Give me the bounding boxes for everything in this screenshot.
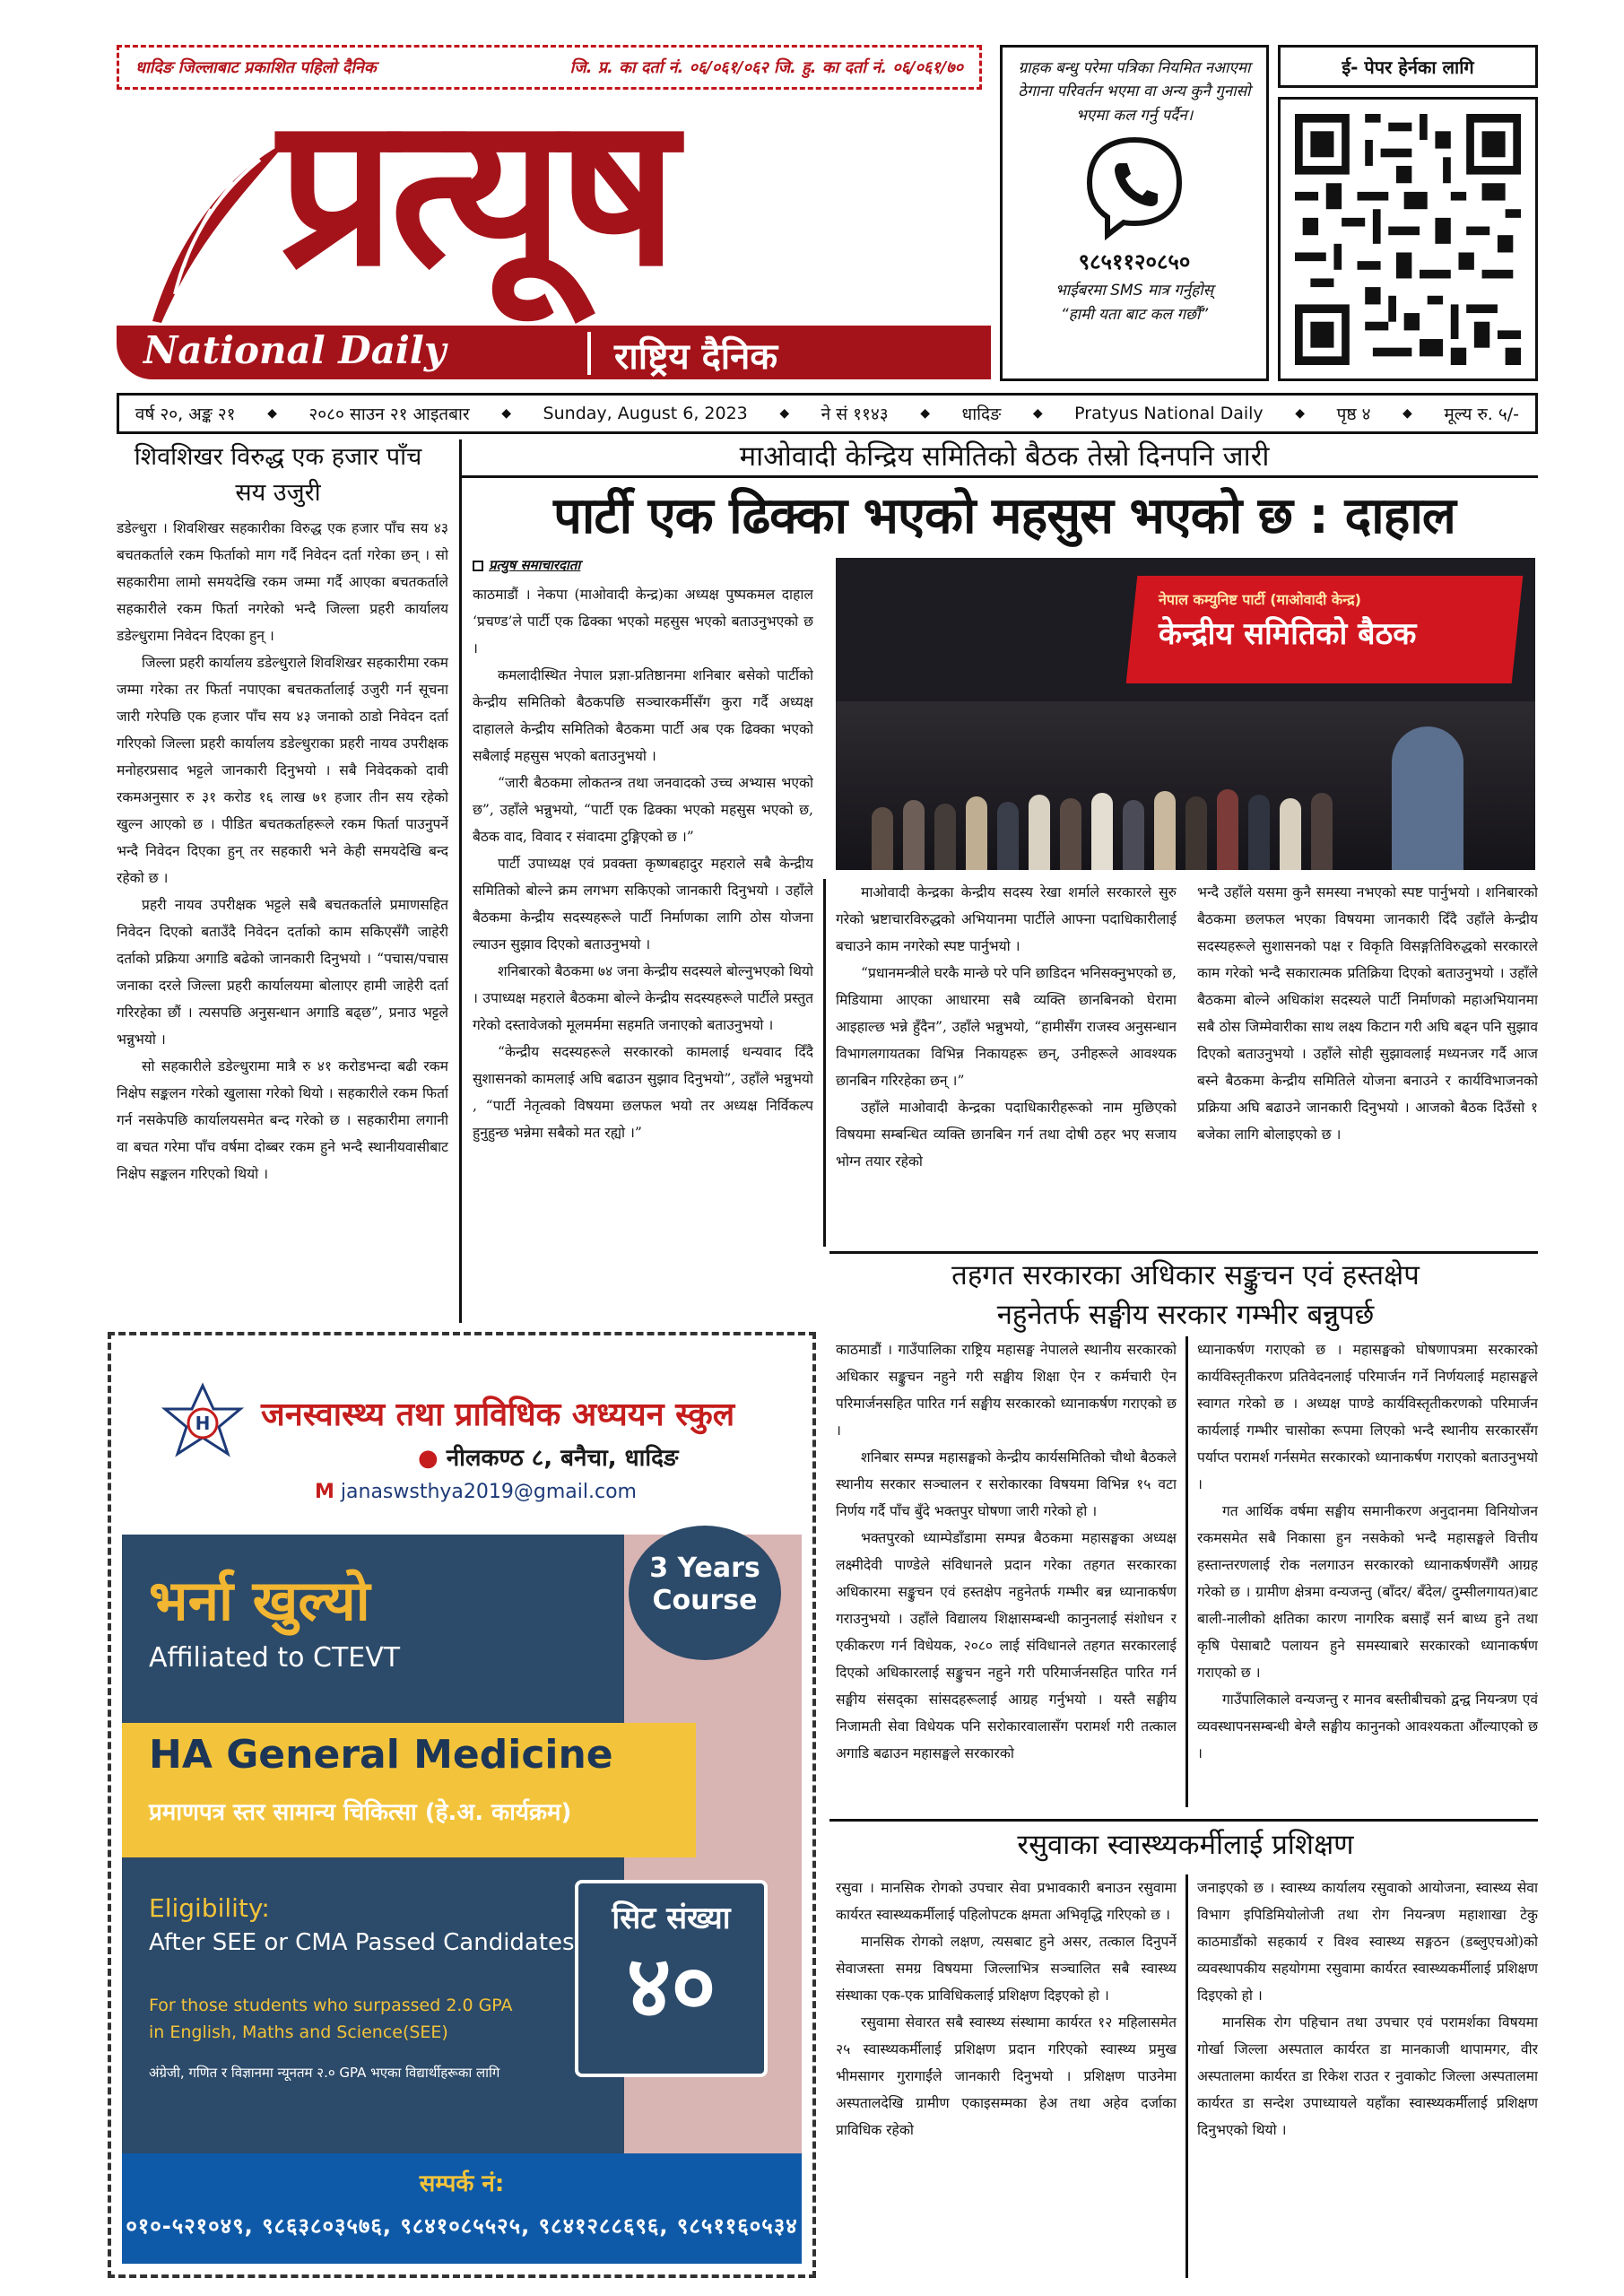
main-story-headline: पार्टी एक ढिक्का भएको महसुस भएको छ : दाहाल (553, 487, 1455, 545)
issue-place: धादिङ (961, 404, 1002, 424)
paragraph: सो सहकारीले डडेल्धुरामा मात्रै रु ४१ करोडभन्दा बढी रकम निक्षेप सङ्कलन गरेको खुलासा गरेको थियो । सहकारीले रकम फिर्ता गर्न नसकेपछि कार्यालयसमेत बन्द गरेको छ । सहकारीमा लगानी वा बचत गरेमा पाँच वर्षमा दोब्बर रकम हुने भन्दै स्थानीयवासीबाट निक्षेप सङ्कलन गरिएको थियो । (117, 1058, 448, 1182)
photo-person (1091, 793, 1113, 870)
paragraph: डडेल्धुरा । शिवशिखर सहकारीका विरुद्ध एक हजार पाँच सय ४३ बचतकर्ताले रकम फिर्ताको माग गर्दै निवेदन दर्ता गरेका छन् । सो सहकारीमा लामो समयदेखि रकम जम्मा गर्दै आएका बचतकर्ताले सहकारीले रकम फिर्ता नगरेको भन्दै जिल्ला प्रहरी कार्यालय डडेल्धुरामा निवेदन दिएका हुन् । (117, 520, 448, 644)
issue-date-en: Sunday, August 6, 2023 (543, 404, 748, 423)
paragraph: भन्दै उहाँले यसमा कुनै समस्या नभएको स्पष्ट पार्नुभयो । शनिबारको बैठकमा छलफल भएका विषयमा जानकारी दिँदै उहाँले केन्द्रीय सदस्यहरूले सुशासनको पक्ष र विकृति विसङ्गतिविरुद्धको सरकारले काम गरेको भन्दै सकारात्मक प्रतिक्रिया दिएको बताउनुभयो । उहाँले बैठकमा बोल्ने अधिकांश सदस्यले पार्टी निर्माणको महाअभियानमा सबै ठोस जिम्मेवारीका साथ लक्ष्य किटान गरी अघि बढ्न पनि सुझाव दिएको बताउनुभयो । उहाँले सोही सुझावलाई मध्यनजर गर्दै आज बस्ने बैठकमा केन्द्रीय समितिले योजना बनाउने र कार्यविभाजनको प्रक्रिया अघि बढाउने जानकारी दिनुभयो । आजको बैठक दिउँसो १ बजेका लागि बोलाइएको छ । (1197, 884, 1538, 1143)
paragraph: “प्रधानमन्त्रीले घरकै मान्छे परे पनि छाडिदन भनिसक्नुभएको छ, मिडियामा आएका आधारमा सबै व्यक्ति छानबिनको घेरामा आइहाल्छ भन्ने हुँदैन”, उहाँले भन्नुभयो, “हामीसँग राजस्व अनुसन्धान विभागलगायतका विभिन्न निकायहरू छन्, उनीहरूले आवश्यक छानबिन गरिरहेका छन् ।” (836, 965, 1177, 1089)
ad-email[interactable] (315, 1481, 637, 1503)
second-story-col2 (1197, 1336, 1538, 1812)
paragraph: रसुवामा सेवारत सबै स्वास्थ्य संस्थामा कार्यरत १२ महिलासमेत २५ स्वास्थ्यकर्मीलाई प्रशिक्षण प्रदान गरिएको स्वास्थ्य प्रमुख भीमसागर गुरागाईंले जानकारी दिनुभयो । प्रशिक्षण पाउनेमा अस्पतालदेखि ग्रामीण एकाइसम्मका हेअ तथा अहेव दर्जाका प्राविधिक रहेको (836, 2014, 1177, 2138)
main-story-col1 (473, 581, 813, 1318)
paragraph: काठमाडौं । गाउँपालिका राष्ट्रिय महासङ्घ नेपालले स्थानीय सरकारको अधिकार सङ्कुचन नहुने गरी सङ्घीय शिक्षा ऐन र कर्मचारी ऐन परिमार्जनसहित पारित गर्न सङ्घीय सरकारको ध्यानाकर्षण गराएको छ । (836, 1342, 1177, 1439)
photo-person (997, 802, 1019, 870)
separator: ◆ (501, 406, 511, 421)
ad-affiliation: Affiliated to CTEVT (149, 1642, 401, 1674)
paragraph: ध्यानाकर्षण गराएको छ । महासङ्घको घोषणापत्रमा सरकारको कार्यविस्तृतीकरण प्रतिवेदनलाई परिमार्जन गर्ने निर्णयलाई महासङ्घले स्वागत गरेको छ । अध्यक्ष पाण्डे कार्यविस्तृतीकरणको परिमार्जन कार्यलाई गम्भीर चासोका रूपमा लिएको भन्दै स्थानीय सरकारसँग पर्याप्त परामर्श गर्नसमेत सरकारको ध्यानाकर्षण गराएको बताउनुभयो । (1197, 1342, 1538, 1492)
photo-person (1311, 793, 1333, 870)
ad-blue-panel (122, 1535, 624, 2243)
nepal-star-emblem-icon (158, 1382, 248, 1481)
sms-notice-box (1000, 45, 1269, 381)
paragraph: मानसिक रोग पहिचान तथा उपचार एवं परामर्शका विषयमा गोर्खा जिल्ला अस्पताल कार्यरत डा मानकाजी थापामगर, वीर अस्पतालमा कार्यरत डा रिकेश राउत र नुवाकोट जिल्ला अस्पतालमा कार्यरत डा सन्देश उपाध्यायले यहाँका स्वास्थ्यकर्मीलाई प्रशिक्षण दिनुभएको थियो । (1197, 2014, 1538, 2138)
photo-person (1154, 791, 1176, 870)
sms-quote: “हामी यता बाट कल गर्छौं” (1060, 305, 1209, 324)
section-rule (829, 1819, 1538, 1822)
paragraph: शनिबार सम्पन्न महासङ्घको केन्द्रीय कार्यसमितिको चौथो बैठकले स्थानीय सरकार सञ्चालन र सरोकारका विषयमा विभिन्न १५ वटा निर्णय गर्दै पाँच बुँदे भक्तपुर घोषणा जारी गरेको हो । (836, 1449, 1177, 1519)
ad-gpa-note: For those students who surpassed 2.0 GPA in English, Maths and Science(SEE) (149, 1996, 513, 2042)
main-story-col3 (1197, 879, 1538, 1248)
ad-gpa-note-np: अंग्रेजी, गणित र विज्ञानमा न्यूनतम २.० GPA भएका विद्यार्थीहरूका लागि (149, 2065, 500, 2081)
paragraph: जनाइएको छ । स्वास्थ्य कार्यालय रसुवाको आयोजना, स्वास्थ्य सेवा विभाग इपिडिमियोलोजी तथा रोग नियन्त्रण महाशाखा टेकु काठमाडौंको सहकार्य र विश्व स्वास्थ्य सङ्गठन (डब्लुएचओ)को व्यवस्थापकीय सहयोगमा रसुवामा कार्यरत स्वास्थ्यकर्मीलाई प्रशिक्षण दिइएको हो । (1197, 1880, 1538, 2004)
ad-years-line2: Course (652, 1585, 758, 1616)
paragraph: उहाँले माओवादी केन्द्रका पदाधिकारीहरूको नाम मुछिएको विषयमा सम्बन्धित व्यक्ति छानबिन गर्न तथा दोषी ठहर भए सजाय भोग्न तयार रहेको (836, 1100, 1177, 1170)
main-story-byline (473, 556, 580, 574)
issue-volume: वर्ष २०, अङ्क २१ (135, 404, 236, 424)
photo-banner-subtitle: नेपाल कम्युनिष्ट पार्टी (माओवादी केन्द्र) (1159, 591, 1361, 608)
paragraph: “जारी बैठकमा लोकतन्त्र तथा जनवादको उच्च अभ्यास भएको छ”, उहाँले भन्नुभयो, “पार्टी एक ढिक्का भएको महसुस भएको छ, बैठक वाद, विवाद र संवादमा टुङ्गिएको छ ।” (473, 775, 813, 845)
paragraph: भक्तपुरको ध्याम्पेडाँडामा सम्पन्न बैठकमा महासङ्घका अध्यक्ष लक्ष्मीदेवी पाण्डेले संविधानले प्रदान गरेका तहगत सरकारका अधिकारमा सङ्कुचन एवं हस्तक्षेप नहुनेतर्फ गम्भीर बन्न ध्यानाकर्षण गराउनुभयो । उहाँले विद्यालय शिक्षासम्बन्धी कानुनलाई संशोधन र एकीकरण गर्न विधेयक, २०८० लाई संविधानले तहगत सरकारलाई दिएको अधिकारलाई सङ्कुचन नहुने गरी परिमार्जनसहित पारित गर्न सङ्घीय संसद्का सांसदहरूलाई आग्रह गर्नुभयो । यस्तै सङ्घीय निजामती सेवा विधेयक पनि सरोकारवालासँग परामर्श गरी तत्काल अगाडि बढाउन महासङ्घले सरकारको (836, 1530, 1177, 1761)
photo-person (966, 796, 987, 870)
ad-logo-letter: H (195, 1413, 211, 1434)
main-story-photo (836, 558, 1535, 870)
sms-instruction: भाईबरमा SMS मात्र गर्नुहोस् (1055, 282, 1214, 300)
paragraph: प्रहरी नायव उपरीक्षक भट्टले सबै बचतकर्ताले प्रमाणसहित निवेदन दिएको बताउँदै निवेदन दर्ताको काम सकिएसँगै जाहेरी दर्ताको प्रक्रिया अगाडि बढेको जानकारी दिनुभयो । “पचास/पचास जनाका दरले जिल्ला प्रहरी कार्यालयमा बोलाएर हामी जाहेरी दर्ता गरिरहेका छौं । त्यसपछि अनुसन्धान अगाडि बढ्छ”, प्रनाउ भट्टले भन्नुभयो । (117, 897, 448, 1048)
photo-person (1185, 796, 1207, 870)
paragraph: माओवादी केन्द्रका केन्द्रीय सदस्य रेखा शर्माले सरकारले सुरु गरेको भ्रष्टाचारविरुद्धको अभियानमा पार्टीले आफ्ना पदाधिकारीलाई बचाउने काम नगरेको स्पष्ट पार्नुभयो । (836, 884, 1177, 954)
issue-price: मूल्य रु. ५/- (1444, 404, 1520, 424)
column-rule (459, 439, 462, 1323)
ad-eligibility-title: Eligibility: (149, 1893, 270, 1923)
location-pin-icon: ● (418, 1445, 439, 1472)
viber-phone-icon (1081, 133, 1188, 240)
paragraph: पार्टी उपाध्यक्ष एवं प्रवक्ता कृष्णबहादुर महराले सबै केन्द्रीय समितिको बोल्ने क्रम लगभग सकिएको जानकारी दिनुभयो । उहाँले बैठकमा केन्द्रीय सदस्यहरूले पार्टी निर्माणका लागि ठोस योजना ल्याउन सुझाव दिएको बताउनुभयो । (473, 856, 813, 952)
issue-pages: पृष्ठ ४ (1336, 404, 1371, 424)
logo-divider (587, 332, 591, 375)
section-rule (829, 1251, 1538, 1254)
photo-person (1217, 789, 1238, 870)
paragraph: शनिबारको बैठकमा ७४ जना केन्द्रीय सदस्यले बोल्नुभएको थियो । उपाध्यक्ष महराले बैठकमा बोल्ने केन्द्रीय सदस्यहरूले पार्टीले प्रस्तुत गरेको दस्तावेजको मूलमर्ममा सहमति जनाएको बताउनुभयो । (473, 963, 813, 1033)
logo-title: प्रत्यूष (278, 70, 673, 312)
issue-nepal-samvat: ने सं ११४३ (821, 404, 889, 424)
gmail-icon: M (315, 1481, 334, 1503)
photo-banner-title: केन्द्रीय समितिको बैठक (1159, 616, 1417, 652)
issue-paper-name: Pratyus National Daily (1074, 404, 1264, 423)
separator: ◆ (267, 406, 277, 421)
ad-course-title: HA General Medicine (149, 1732, 613, 1778)
strip-right-text: जि. प्र. का दर्ता नं. ०६/०६१/०६२ जि. हु. का दर्ता नं. ०६/०६१/७० (569, 58, 963, 77)
photo-person (1029, 795, 1050, 870)
photo-speaker (1392, 726, 1463, 870)
separator: ◆ (1032, 406, 1043, 421)
column-rule (1185, 1336, 1188, 1807)
ad-email-text[interactable]: janaswsthya2019@gmail.com (340, 1481, 637, 1503)
ad-school-name: जनस्वास्थ्य तथा प्राविधिक अध्ययन स्कुल (261, 1396, 735, 1433)
paragraph: काठमाडौं । नेकपा (माओवादी केन्द्र)का अध्यक्ष पुष्पकमल दाहाल ‘प्रचण्ड’ले पार्टी एक ढिक्का भएको महसुस भएको बताउनुभएको छ । (473, 587, 813, 657)
ad-years-bubble (629, 1526, 781, 1660)
second-story-headline (836, 1256, 1535, 1335)
logo-english: National Daily (143, 328, 447, 372)
ad-contact-band (122, 2153, 802, 2264)
main-story-col2 (836, 879, 1177, 1248)
photo-person (1123, 800, 1144, 870)
separator: ◆ (920, 406, 930, 421)
strip-left-text: धादिङ जिल्लाबाट प्रकाशित पहिलो दैनिक (135, 58, 377, 77)
second-story-col1 (836, 1336, 1177, 1812)
epaper-label-box (1278, 45, 1538, 88)
epaper-label: ई- पेपर हेर्नका लागि (1342, 56, 1474, 78)
issue-date-np: २०८० साउन २१ आइतबार (308, 404, 470, 424)
third-story-headline: रसुवाका स्वास्थ्यकर्मीलाई प्रशिक्षण (1017, 1829, 1354, 1861)
headline-line: नहुनेतर्फ सङ्घीय सरकार गम्भीर बन्नुपर्छ (996, 1299, 1375, 1331)
sms-number: ९८५११२०८५० (1078, 249, 1191, 275)
paragraph: कमलादीस्थित नेपाल प्रज्ञा-प्रतिष्ठानमा शनिबार बसेको पार्टीको केन्द्रीय समितिको बैठकपछि सञ्चारकर्मीसँग कुरा गर्दै अध्यक्ष दाहालले केन्द्रीय समितिको बैठकमा पार्टी अब एक ढिक्का भएको सबैलाई महसुस भएको बताउनुभयो । (473, 667, 813, 764)
ad-years-line1: 3 Years (649, 1552, 760, 1584)
ad-address-text: नीलकण्ठ ८, बनैचा, धादिङ (446, 1445, 679, 1472)
qr-code-box[interactable] (1278, 97, 1538, 381)
paragraph: मानसिक रोगको लक्षण, त्यसबाट हुने असर, तत्काल दिनुपर्ने सेवाजस्ता समग्र विषयमा जिल्लाभित्र सञ्चालित सबै स्वास्थ्य संस्थाका एक-एक प्राविधिकलाई प्रशिक्षण दिइएको हो । (836, 1934, 1177, 2004)
qr-code-icon[interactable] (1295, 114, 1521, 365)
separator: ◆ (779, 406, 790, 421)
ad-contact-numbers[interactable]: ०१०-५२१०४९, ९८६३८०३५७६, ९८४१०८५५२५, ९८४१२८८६९६, ९८५११६०५३४ (126, 2213, 798, 2239)
main-story-kicker: माओवादी केन्द्रिय समितिको बैठक तेस्रो दिनपनि जारी (739, 440, 1270, 473)
third-story-col2 (1197, 1874, 1538, 2278)
byline-text: प्रत्युष समाचारदाता (489, 557, 581, 573)
advertisement-inner (122, 1346, 802, 2264)
ad-admission-title: भर्ना खुल्यो (149, 1568, 370, 1633)
ad-seat-count: ४० (626, 1936, 716, 2037)
ad-contact-label: सम्पर्क नं: (419, 2170, 505, 2197)
paragraph: रसुवा । मानसिक रोगको उपचार सेवा प्रभावकारी बनाउन रसुवामा कार्यरत स्वास्थ्यकर्मीलाई पहिलोपटक क्षमता अभिवृद्धि गरिएको छ । (836, 1880, 1177, 1923)
photo-person (1248, 795, 1270, 870)
photo-stage (836, 701, 1535, 870)
ad-address (418, 1440, 678, 1473)
byline-box-icon (473, 561, 483, 571)
issue-info-bar (117, 393, 1538, 434)
photo-person (903, 800, 925, 870)
paragraph: जिल्ला प्रहरी कार्यालय डडेल्धुराले शिवशिखर सहकारीमा रकम जम्मा गरेका तर फिर्ता नपाएका बचतकर्तालाई उजुरी गर्न सूचना जारी गरेपछि एक हजार पाँच सय ४३ जनाको ठाडो निवेदन दर्ता गरिएको जिल्ला प्रहरी कार्यालय डडेल्धुराका प्रहरी नायव उपरीक्षक मनोहरप्रसाद भट्टले जानकारी दिनुभयो । सबै निवेदकको दावी रकमअनुसार रु ३१ करोड १६ लाख ७१ हजार तीन सय रहेको खुल्न आएको छ । पीडित बचतकर्ताहरूले रकम फिर्ता पाउनुपर्ने भन्दै निवेदन दिएका हुन् तर सहकारी भने केही समयदेखि बन्द रहेको छ । (117, 655, 448, 886)
photo-person (1280, 798, 1301, 870)
ad-course-subtitle: प्रमाणपत्र स्तर सामान्य चिकित्सा (हे.अ. कार्यक्रम) (149, 1799, 572, 1826)
ad-eligibility-text: After SEE or CMA Passed Candidates (149, 1929, 575, 1956)
separator: ◆ (1403, 406, 1412, 421)
separator: ◆ (1295, 406, 1306, 421)
ad-seat-label: सिट संख्या (612, 1900, 731, 1936)
photo-person (1060, 798, 1081, 870)
ad-seat-box (575, 1880, 768, 2077)
column-rule (823, 879, 826, 1247)
photo-person (872, 807, 893, 870)
logo-subtitle: राष्ट्रिय दैनिक (614, 336, 778, 378)
left-story-body (117, 515, 448, 1322)
sms-notice-text: ग्राहक बन्धु परेमा पत्रिका नियमित नआएमा ठेगाना परिवर्तन भएमा वा अन्य कुनै गुनासो भएमा कल गर्नु पर्दैन। (1018, 59, 1251, 125)
left-story-headline: शिवशिखर विरुद्ध एक हजार पाँच सय उजुरी (134, 443, 422, 507)
paragraph: “केन्द्रीय सदस्यहरूले सरकारको कामलाई धन्यवाद दिँदै सुशासनको कामलाई अघि बढाउन सुझाव दिनुभयो”, उहाँले भन्नुभयो , “पार्टी नेतृत्वको विषयमा छलफल भयो तर अध्यक्ष निर्विकल्प हुनुहुन्छ भन्नेमा सबैको मत रह्यो ।” (473, 1044, 813, 1141)
advertisement (108, 1332, 816, 2278)
paragraph: गाउँपालिकाले वन्यजन्तु र मानव बस्तीबीचको द्वन्द्व नियन्त्रण एवं व्यवस्थापनसम्बन्धी बेग्लै सङ्घीय कानुनको आवश्यकता औंल्याएको छ । (1197, 1692, 1538, 1761)
third-story-col1 (836, 1874, 1177, 2278)
headline-line: तहगत सरकारका अधिकार सङ्कुचन एवं हस्तक्षेप (951, 1259, 1420, 1292)
paragraph: गत आर्थिक वर्षमा सङ्घीय समानीकरण अनुदानमा विनियोजन रकमसमेत सबै निकासा हुन नसकेको भन्दै महासङ्घले वित्तीय हस्तान्तरणलाई रोक नलगाउन सरकारको ध्यानाकर्षणसँगै आग्रह गरेको छ । ग्रामीण क्षेत्रमा वन्यजन्तु (बाँदर/ बँदेल/ दुम्सीलगायत)बाट बाली-नालीको क्षतिका कारण नागरिक बसाइँ सर्न बाध्य हुने तथा कृषि पेसाबाटै पलायन हुने समस्याबारे सरकारको ध्यानाकर्षण गराएको छ । (1197, 1503, 1538, 1681)
masthead-logo (117, 70, 991, 379)
column-rule (1185, 1874, 1188, 2278)
photo-person (934, 804, 956, 870)
